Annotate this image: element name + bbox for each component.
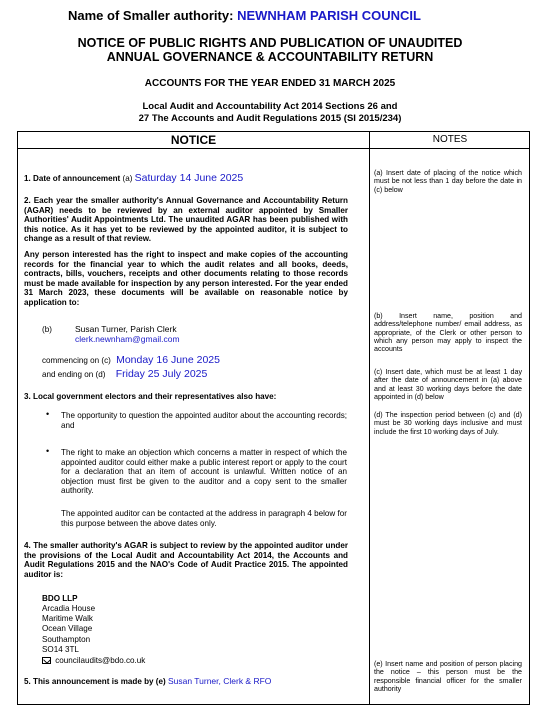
bullet-dot: • xyxy=(46,446,50,456)
note-c: (c) Insert date, which must be at least 1 day after the date of announcement in (a) above and at least 30 working days before the date appointed in (d) below xyxy=(374,368,522,401)
note-a: (a) Insert date of placing of the notice which must be not less than 1 day before the date in (c) below xyxy=(374,169,522,194)
note-d: (d) The inspection period between (c) and (d) must be 30 working days inclusive and must include the first 10 working days of July. xyxy=(374,411,522,436)
auditor-name: BDO LLP xyxy=(42,594,78,603)
announcement-date: Saturday 14 June 2025 xyxy=(134,172,244,184)
column-divider xyxy=(369,132,370,704)
envelope-icon xyxy=(42,657,51,664)
auditor-address-line: Southampton xyxy=(42,635,91,644)
notes-column-heading: NOTES xyxy=(432,134,468,145)
notice-column-heading: NOTICE xyxy=(170,133,217,147)
contact-marker: (b) xyxy=(42,325,52,334)
announcement-made-by: 5. This announcement is made by (e) Susan Turner, Clerk & RFO xyxy=(24,676,272,686)
bullet-objection-right: The right to make an objection which concerns a matter in respect of which the appointed auditor could either make a public interest report or apply to the court for a declaration that an item of account is unlawful. Written notice of an objection must first be given to the auditor and a copy sent to the smaller authority. xyxy=(61,448,347,496)
bullet-dot: • xyxy=(46,409,50,419)
header-rule xyxy=(18,148,529,149)
date-of-announcement: 1. Date of announcement (a) Saturday 14 June 2025 xyxy=(24,172,244,184)
section-2-paragraph-2: Any person interested has the right to inspect and make copies of the accounting records for the financial year to which the audit relates and all books, deeds, contracts, bills, vouchers, receipts and other documents relating to those records must be made available for inspection by any person interested. For the year ended 31 March 2023, these documents will be available on reasonable notice by application to: xyxy=(24,250,348,307)
announcement-person: Susan Turner, Clerk & RFO xyxy=(167,676,272,686)
auditor-contact-note: The appointed auditor can be contacted at the address in paragraph 4 below for this purpose between the above dates only. xyxy=(61,509,347,528)
section-2-paragraph-1: 2. Each year the smaller authority's Annual Governance and Accountability Return (AGAR) needs to be reviewed by an external auditor appointed by Smaller Authorities' Audit Appointments Ltd. The unaudited AGAR has been published with this notice. As it has yet to be reviewed by the appointed auditor, it is subject to change as a result of that review. xyxy=(24,196,348,244)
authority-name: NEWNHAM PARISH COUNCIL xyxy=(237,8,421,23)
act-reference-line2: 27 The Accounts and Audit Regulations 2015 (SI 2015/234) xyxy=(138,113,402,124)
contact-email: clerk.newnham@gmail.com xyxy=(75,334,180,344)
contact-name: Susan Turner, Parish Clerk xyxy=(75,324,177,334)
auditor-address-line: Ocean Village xyxy=(42,624,93,633)
auditor-address-line: SO14 3TL xyxy=(42,645,79,654)
auditor-email: councilaudits@bdo.co.uk xyxy=(55,656,146,665)
ending-line: and ending on (d) Friday 25 July 2025 xyxy=(42,368,208,380)
auditor-address-line: Maritime Walk xyxy=(42,614,93,623)
commencing-date: Monday 16 June 2025 xyxy=(116,354,220,366)
authority-line xyxy=(68,8,421,23)
note-b: (b) Insert name, position and address/telephone number/ email address, as appropriate, of the Clerk or other person to which any person may apply to inspect the accounts xyxy=(374,312,522,354)
auditor-address-line: Arcadia House xyxy=(42,604,96,613)
auditor-email-line xyxy=(42,656,145,666)
notice-title-line1: NOTICE OF PUBLIC RIGHTS AND PUBLICATION OF UNAUDITED xyxy=(77,36,463,50)
act-reference-line1: Local Audit and Accountability Act 2014 Sections 26 and xyxy=(142,101,398,112)
commencing-line: commencing on (c) Monday 16 June 2025 xyxy=(42,354,220,366)
ending-date: Friday 25 July 2025 xyxy=(115,368,208,380)
accounts-year-heading: ACCOUNTS FOR THE YEAR ENDED 31 MARCH 2025 xyxy=(144,78,396,89)
authority-label: Name of Smaller authority: xyxy=(68,8,234,23)
section-3-heading: 3. Local government electors and their representatives also have: xyxy=(24,392,277,401)
note-e: (e) Insert name and position of person placing the notice – this person must be the responsible financial officer for the smaller authority xyxy=(374,660,522,693)
notice-title-line2: ANNUAL GOVERNANCE & ACCOUNTABILITY RETURN xyxy=(106,50,434,64)
bullet-question-auditor: The opportunity to question the appointed auditor about the accounting records; and xyxy=(61,411,347,430)
section-4-paragraph: 4. The smaller authority's AGAR is subject to review by the appointed auditor under the provisions of the Local Audit and Accountability Act 2014, the Accounts and Audit Regulations 2015 and the NAO's Code of Audit Practice 2015. The appointed auditor is: xyxy=(24,541,348,579)
